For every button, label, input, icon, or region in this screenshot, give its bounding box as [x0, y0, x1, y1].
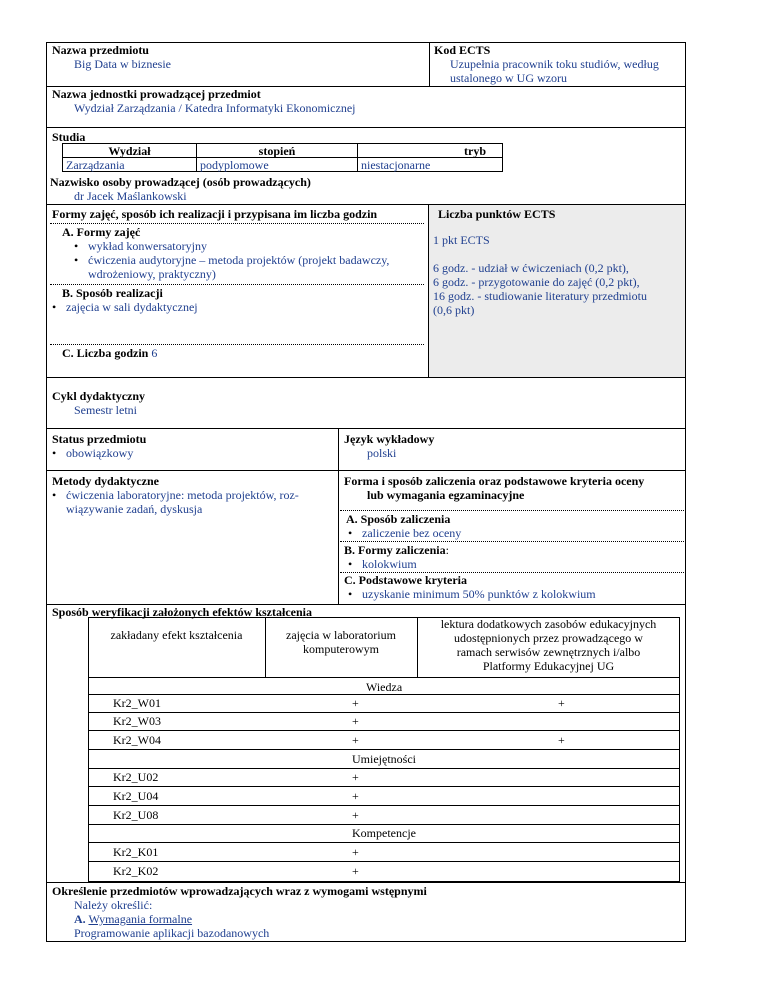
forms-a-item-2-cont: wdrożeniowy, praktyczny): [88, 267, 216, 281]
divider: [338, 470, 339, 604]
divider: [50, 284, 424, 285]
methods-label: Metody dydaktyczne: [52, 474, 159, 488]
table-row-lab: +: [352, 789, 359, 803]
table-row-lab: +: [352, 864, 359, 878]
verification-col1-header: zakładany efekt kształcenia: [110, 628, 243, 642]
divider: [46, 127, 686, 128]
assessment-b-item: [348, 557, 417, 572]
verification-col2-header-line2: komputerowym: [303, 642, 379, 656]
forms-a-item-1: [74, 239, 207, 254]
forms-a-item-1-text: wykład konwersatoryjny: [88, 239, 207, 253]
ects-points-line3: 16 godz. - studiowanie literatury przedmiotu: [433, 289, 647, 303]
table-row-divider: [88, 694, 680, 695]
assessment-a-label: A. Sposób zaliczenia: [346, 512, 451, 526]
cycle-value: Semestr letni: [74, 403, 137, 417]
table-row-code: Kr2_K01: [113, 845, 159, 859]
table-row-divider: [88, 749, 680, 750]
divider: [50, 344, 424, 345]
ects-points-label: Liczba punktów ECTS: [438, 207, 556, 221]
table-row-divider: [88, 677, 680, 678]
unit-value: Wydział Zarządzania / Katedra Informatyki Ekonomicznej: [74, 101, 356, 115]
table-row-code: Kr2_U04: [113, 789, 159, 803]
verification-label: Sposób weryfikacji założonych efektów kształcenia: [52, 605, 312, 619]
prerequisites-a-link[interactable]: Wymagania formalne: [88, 912, 193, 926]
verification-col3-header-line1: lektura dodatkowych zasobów edukacyjnych: [440, 617, 657, 631]
table-row-lab: +: [352, 733, 359, 747]
studies-header-mode: tryb: [464, 144, 486, 158]
table-row-read: +: [558, 733, 565, 747]
forms-b-item-text: zajęcia w sali dydaktycznej: [66, 300, 198, 314]
table-row-code: Kr2_W01: [113, 696, 161, 710]
studies-header-faculty: Wydział: [108, 144, 151, 158]
verification-col3-header-line4: Platformy Edukacyjnej UG: [482, 659, 615, 673]
table-row-divider: [88, 712, 680, 713]
table-row-divider: [88, 805, 680, 806]
section-skills: Umiejętności: [352, 752, 416, 766]
table-row-divider: [88, 824, 680, 825]
table-row-code: Kr2_U02: [113, 770, 159, 784]
forms-b-item: [52, 300, 198, 315]
studies-value-faculty: Zarządzania: [66, 158, 125, 172]
table-row-lab: +: [352, 845, 359, 859]
table-row-lab: +: [352, 696, 359, 710]
divider: [50, 223, 424, 224]
assessment-c-value: uzyskanie minimum 50% punktów z kolokwium: [362, 587, 596, 601]
lecturer-label: Nazwisko osoby prowadzącej (osób prowadzących): [50, 175, 311, 189]
forms-b-label: B. Sposób realizacji: [62, 286, 163, 300]
studies-value-mode: niestacjonarne: [361, 158, 431, 172]
table-row-lab: +: [352, 808, 359, 822]
unit-label: Nazwa jednostki prowadzącej przedmiot: [52, 87, 261, 101]
ects-points-line1: 6 godz. - udział w ćwiczeniach (0,2 pkt),: [433, 261, 629, 275]
status-value: obowiązkowy: [66, 446, 134, 460]
course-name-label: Nazwa przedmiotu: [52, 43, 149, 57]
assessment-b-colon: :: [445, 543, 449, 557]
table-row-lab: +: [352, 714, 359, 728]
table-row-code: Kr2_U08: [113, 808, 159, 822]
table-row-read: +: [558, 696, 565, 710]
table-row-divider: [88, 768, 680, 769]
divider: [338, 428, 339, 470]
forms-c-label: C. Liczba godzin: [62, 346, 149, 360]
divider: [46, 470, 686, 471]
divider: [46, 428, 686, 429]
table-row-code: Kr2_K02: [113, 864, 159, 878]
divider: [340, 541, 684, 542]
forms-a-item-2-text: ćwiczenia audytoryjne – metoda projektów (projekt badawczy,: [88, 253, 390, 267]
studies-value-degree: podyplomowe: [200, 158, 269, 172]
divider: [429, 42, 430, 86]
table-row-divider: [88, 786, 680, 787]
assessment-a-value: zaliczenie bez oceny: [362, 526, 462, 540]
methods-item: [52, 488, 299, 503]
table-row-divider: [88, 730, 680, 731]
assessment-c-item: [348, 587, 596, 602]
divider: [46, 882, 686, 883]
forms-c-value: 6: [151, 346, 158, 360]
methods-value-line2: wiązywanie zadań, dyskusja: [66, 502, 203, 516]
assessment-label-line2: lub wymagania egzaminacyjne: [367, 488, 525, 502]
assessment-a-item: [348, 526, 461, 541]
ects-points-line4: (0,6 pkt): [433, 303, 475, 317]
ects-points-value: 1 pkt ECTS: [433, 233, 490, 247]
ects-code-value-line1: Uzupełnia pracownik toku studiów, według: [450, 57, 659, 71]
forms-a-item-2: [74, 253, 389, 268]
studies-header-degree: stopień: [258, 144, 296, 158]
cycle-label: Cykl dydaktyczny: [52, 389, 146, 403]
verification-col2-header-line1: zajęcia w laboratorium: [286, 628, 396, 642]
ects-code-label: Kod ECTS: [434, 43, 491, 57]
language-value: polski: [367, 446, 397, 460]
course-name-value: Big Data w biznesie: [74, 57, 171, 71]
table-row-divider: [88, 842, 680, 843]
verification-col3-header-line2: udostępnionych przez prowadzącego w: [454, 631, 643, 645]
prerequisites-note: Należy określić:: [74, 898, 153, 912]
language-label: Język wykładowy: [344, 432, 435, 446]
divider: [428, 204, 429, 377]
assessment-b-value: kolokwium: [362, 557, 417, 571]
prerequisites-a: [74, 912, 192, 927]
studies-label: Studia: [52, 130, 86, 144]
status-item: [52, 446, 133, 461]
ects-code-value-line2: ustalonego w UG wzoru: [450, 71, 567, 85]
prerequisites-label: Określenie przedmiotów wprowadzających wraz z wymogami wstępnymi: [52, 884, 427, 898]
assessment-b: [344, 543, 449, 558]
table-row-code: Kr2_W03: [113, 714, 161, 728]
verification-col3-header-line3: ramach serwisów zewnętrznych i/albo: [456, 645, 641, 659]
divider: [340, 510, 684, 511]
forms-c: [62, 346, 157, 361]
prerequisites-a-value: Programowanie aplikacji bazodanowych: [74, 926, 270, 940]
table-row-divider: [88, 861, 680, 862]
assessment-label-line1: Forma i sposób zaliczenia oraz podstawowe kryteria oceny: [344, 474, 645, 488]
table-row-lab: +: [352, 770, 359, 784]
status-label: Status przedmiotu: [52, 432, 147, 446]
assessment-b-label: B. Formy zaliczenia: [344, 543, 446, 557]
assessment-c-label: C. Podstawowe kryteria: [344, 573, 467, 587]
methods-value-line1: ćwiczenia laboratoryjne: metoda projektów, roz-: [66, 488, 299, 502]
section-competences: Kompetencje: [352, 826, 416, 840]
divider: [46, 377, 686, 378]
prerequisites-a-label: A.: [74, 912, 86, 926]
ects-points-line2: 6 godz. - przygotowanie do zajęć (0,2 pkt),: [433, 275, 640, 289]
forms-a-label: A. Formy zajęć: [62, 225, 141, 239]
section-knowledge: Wiedza: [366, 680, 403, 694]
table-row-code: Kr2_W04: [113, 733, 161, 747]
forms-label: Formy zajęć, sposób ich realizacji i przypisana im liczba godzin: [52, 207, 378, 221]
lecturer-value: dr Jacek Maślankowski: [74, 189, 187, 203]
